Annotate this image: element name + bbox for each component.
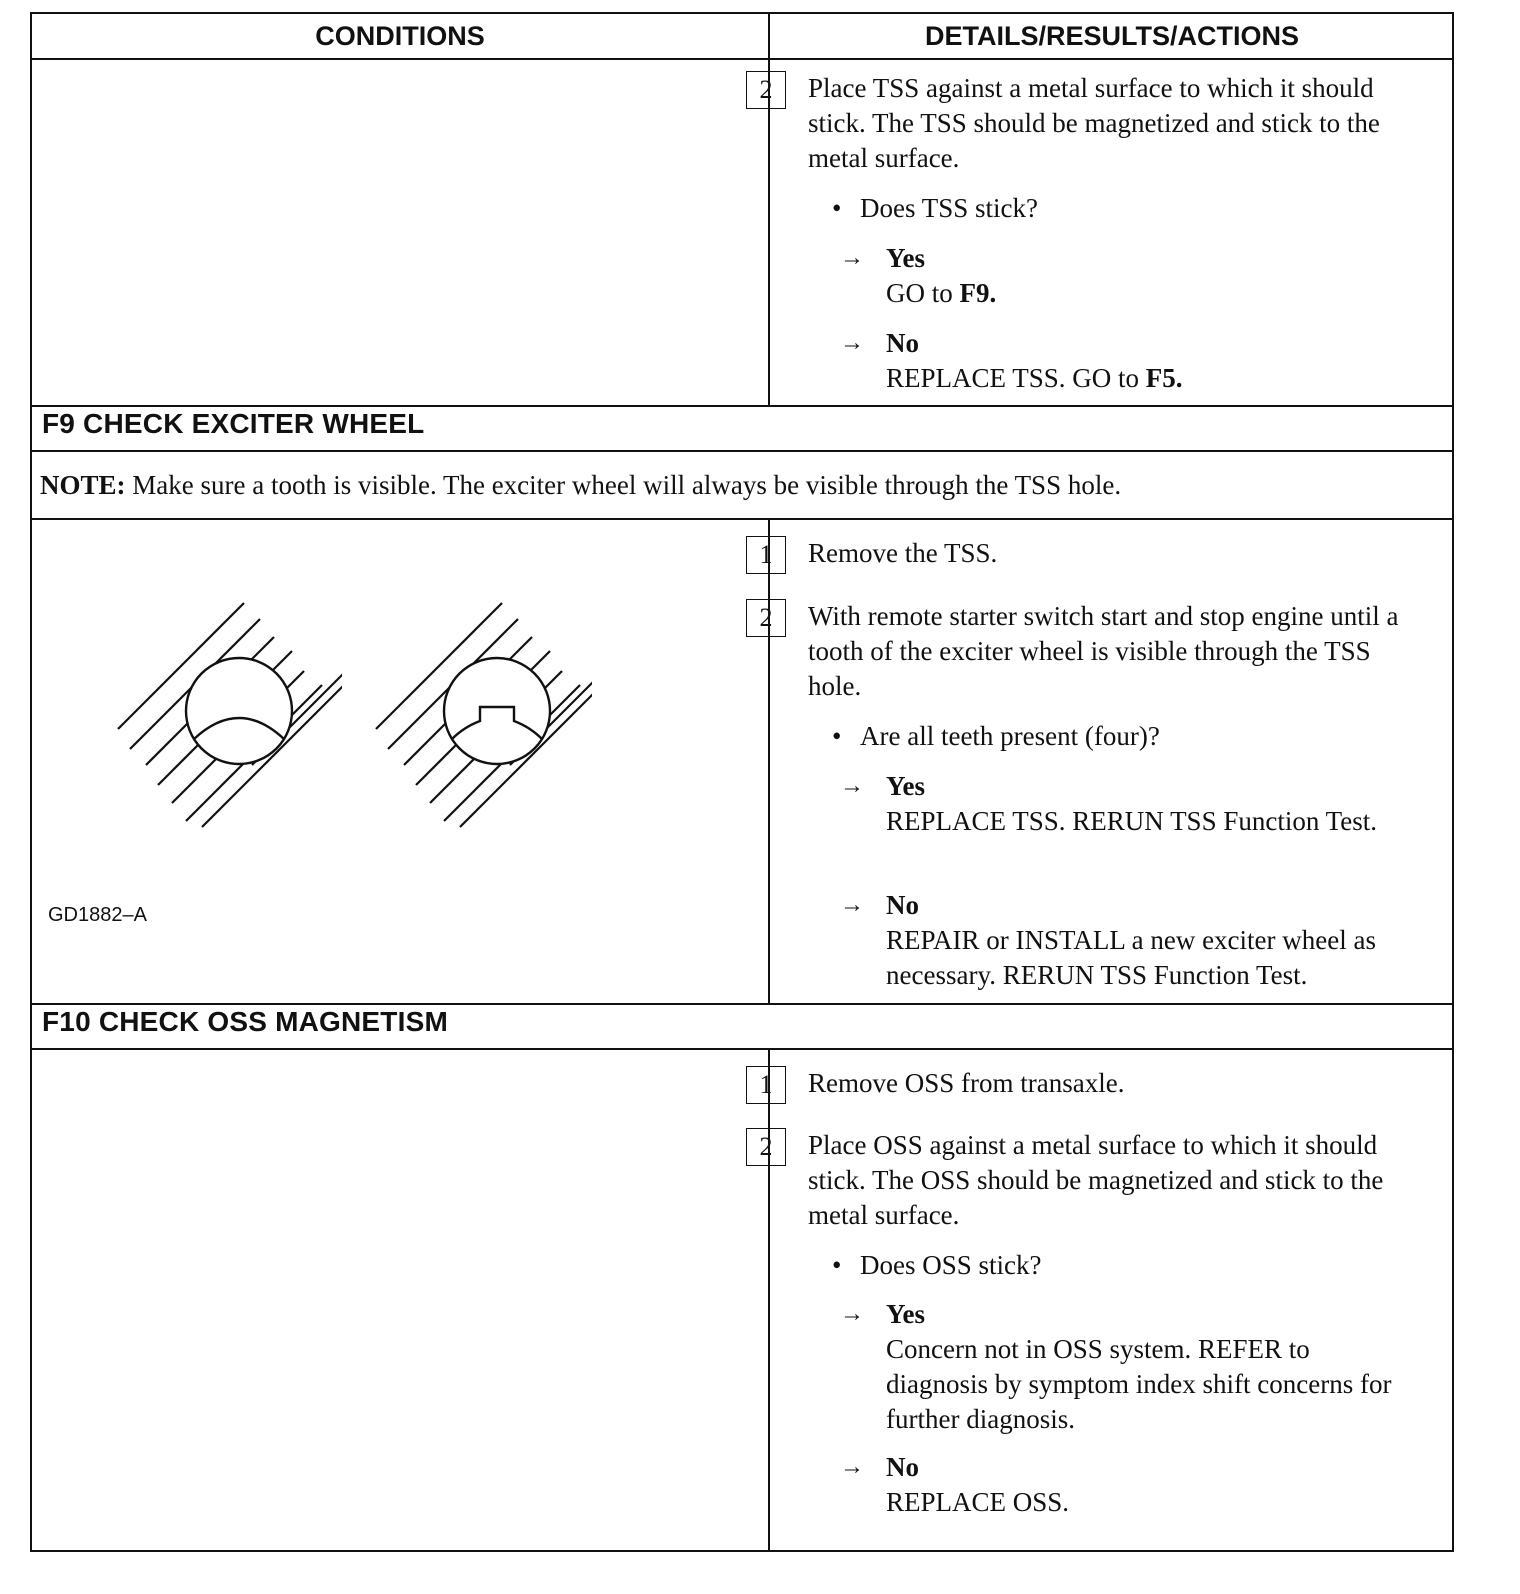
question-bullet [832,719,1160,754]
result-action [886,276,1416,311]
result-label-yes: Yes [886,1299,925,1329]
bullet-icon: • [832,1250,842,1280]
arrow-icon: → [840,892,864,918]
result-no [840,888,1420,993]
question-text: Does OSS stick? [860,1250,1042,1280]
tss-hole-no-tooth [186,658,292,764]
column-header-conditions: CONDITIONS [315,21,485,51]
section-title-f9: F9 CHECK EXCITER WHEEL [42,408,425,439]
bullet-icon: • [832,193,842,223]
result-action: REPLACE TSS. RERUN TSS Function Test. [886,806,1377,836]
divider [32,518,1452,520]
result-action: REPLACE OSS. [886,1487,1070,1517]
result-label-yes: Yes [886,243,925,273]
divider [32,58,1452,60]
step-text: With remote starter switch start and stop engine until a tooth of the exciter wheel is visible through the TSS hole. [808,601,1399,701]
result-yes [840,769,1420,874]
step-text: Place OSS against a metal surface to which it should stick. The OSS should be magnetized and stick to the metal surface. [808,1130,1384,1230]
section-title-f10: F10 CHECK OSS MAGNETISM [42,1006,448,1037]
result-label-yes: Yes [886,771,925,801]
hatch-lines-right [376,603,592,827]
arrow-icon: → [840,330,864,356]
column-divider [768,519,770,1004]
figure-code: GD1882–A [48,904,147,926]
question-text: Does TSS stick? [860,193,1039,223]
step-text: Remove the TSS. [808,538,998,568]
result-no [840,1450,1420,1520]
step-text: Place TSS against a metal surface to which it should stick. The TSS should be magnetized and stick to the metal surface. [808,73,1380,173]
hatch-lines-left [118,603,354,827]
result-no [840,326,1420,396]
question-bullet [832,191,1038,226]
divider [32,450,1452,452]
arrow-icon: → [840,773,864,799]
result-action [886,361,1416,396]
divider [32,405,1452,407]
step-number-box: 2 [746,1128,786,1166]
action-text: REPLACE TSS. GO to [886,363,1146,393]
reference-link: F5. [1145,363,1183,393]
step-number-box: 2 [746,599,786,637]
action-text: GO to [886,278,960,308]
step-number-box: 1 [746,1066,786,1104]
step-number-box: 1 [746,536,786,574]
question-text: Are all teeth present (four)? [860,721,1160,751]
step-text: Remove OSS from transaxle. [808,1068,1125,1098]
reference-link: F9. [959,278,997,308]
arrow-icon: → [840,245,864,271]
exciter-wheel-illustration [102,589,592,829]
divider [32,1003,1452,1005]
result-action: REPAIR or INSTALL a new exciter wheel as necessary. RERUN TSS Function Test. [886,925,1376,990]
note-text: Make sure a tooth is visible. The exciter wheel will always be visible through the TSS hole. [125,470,1122,500]
result-label-no: No [886,1452,919,1482]
arrow-icon: → [840,1454,864,1480]
tss-hole-with-tooth [444,658,550,764]
result-yes [840,1297,1420,1437]
column-header-details: DETAILS/RESULTS/ACTIONS [924,21,1299,51]
question-bullet [832,1248,1042,1283]
arrow-icon: → [840,1301,864,1327]
bullet-icon: • [832,721,842,751]
result-label-no: No [886,328,919,358]
column-divider [768,1050,770,1552]
result-action: Concern not in OSS system. REFER to diagnosis by symptom index shift concerns for further diagnosis. [886,1334,1392,1434]
result-yes [840,241,1420,311]
result-label-no: No [886,890,919,920]
divider [32,1048,1452,1050]
note [40,470,1121,501]
step-number-box: 2 [746,71,786,109]
note-label: NOTE: [40,470,126,500]
